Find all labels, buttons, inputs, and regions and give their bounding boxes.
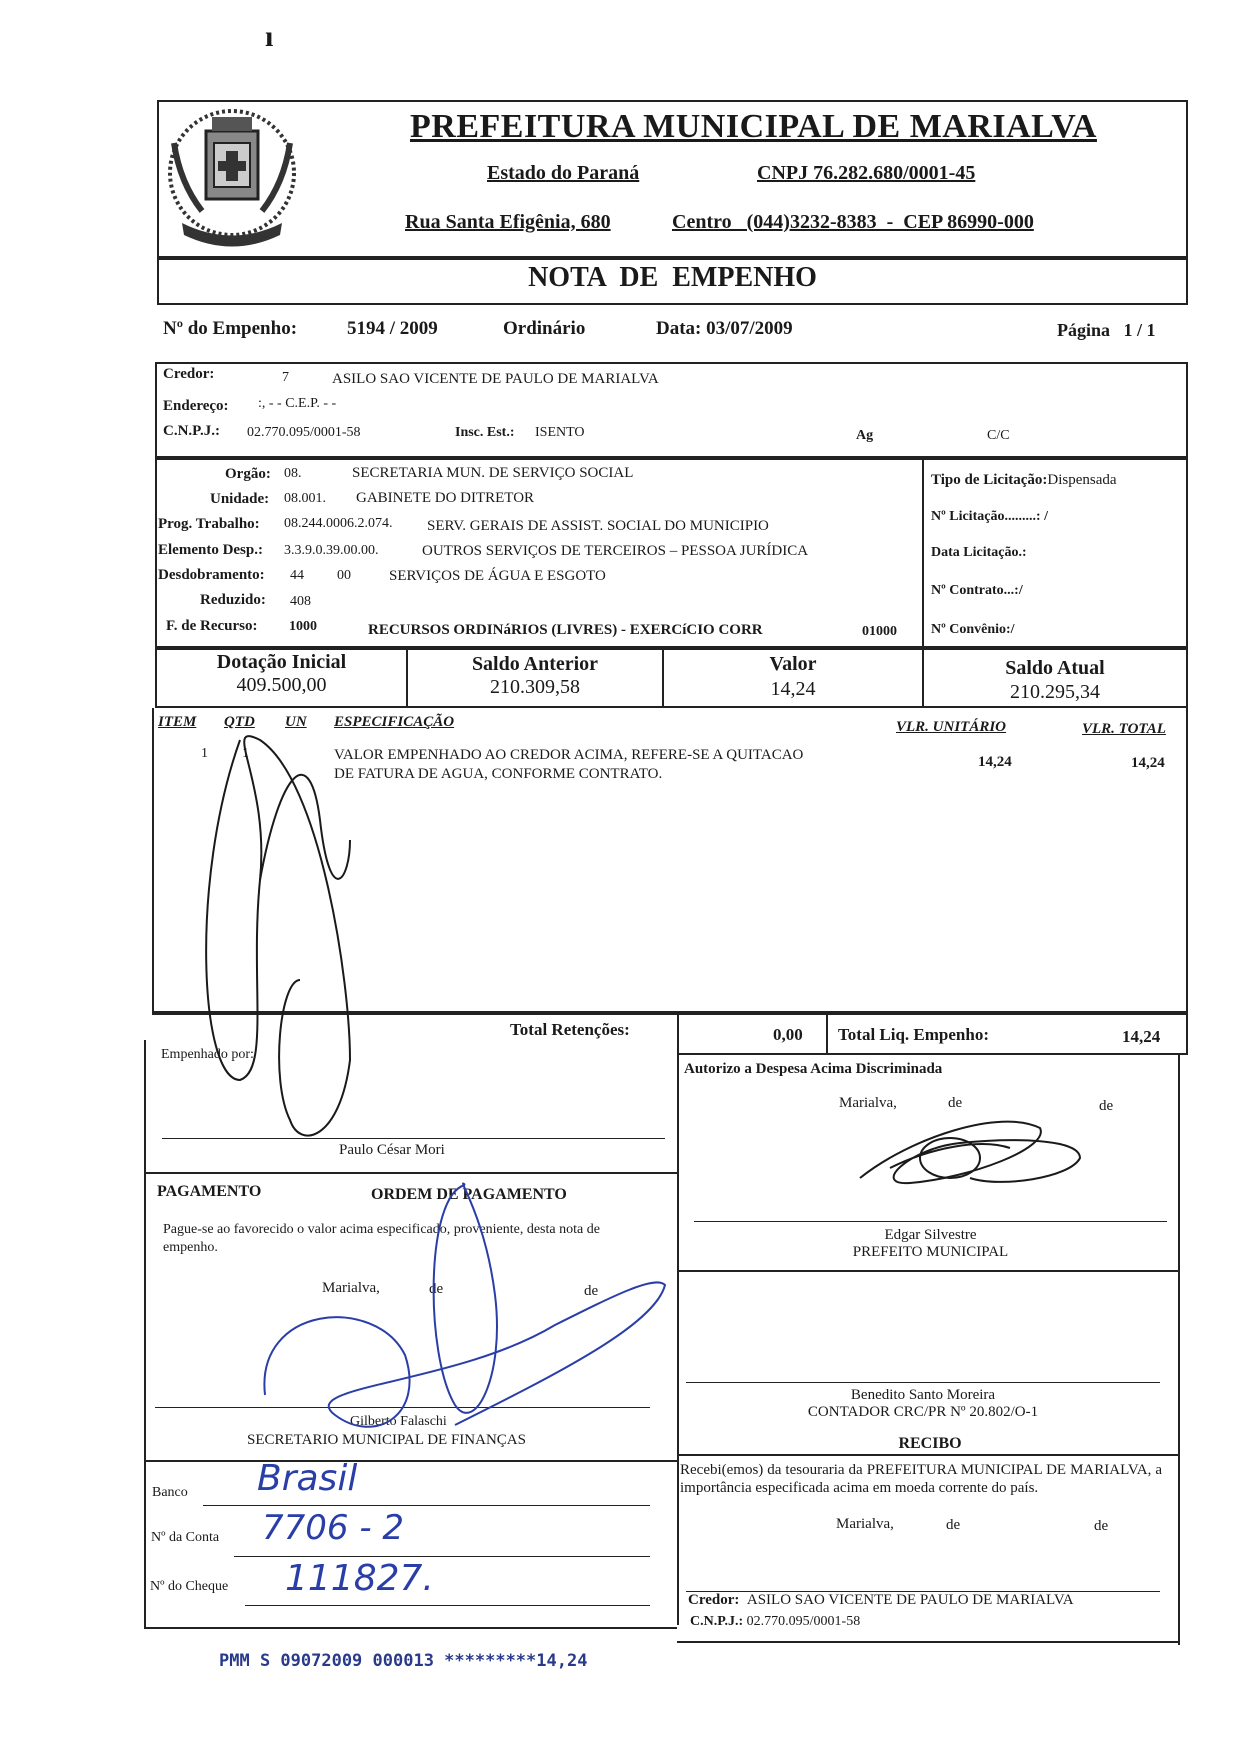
total-liq-label: Total Liq. Empenho: — [838, 1025, 989, 1044]
signature-secretario-icon — [255, 1175, 675, 1445]
recibo-de2: de — [1094, 1518, 1109, 1534]
autorizo-label: Autorizo a Despesa Acima Discriminada — [684, 1061, 943, 1077]
secretario-name: Gilberto Falaschi — [350, 1414, 447, 1429]
recibo-cnpj-label: C.N.P.J.: — [690, 1614, 744, 1629]
divider — [144, 1627, 677, 1629]
itens-header-espec: ESPECIFICAÇÃO — [334, 714, 455, 730]
cnpj-label: C.N.P.J.: — [163, 423, 220, 439]
orgao-label: Orgão: — [225, 466, 271, 482]
ordem-pagamento-label: ORDEM DE PAGAMENTO — [371, 1186, 567, 1203]
desd-a: 44 — [290, 568, 304, 583]
saldo-atual-value: 210.295,34 — [1010, 681, 1100, 703]
recibo-text: Recebi(emos) da tesouraria da PREFEITURA MUNICIPAL DE MARIALVA, a importância especificada acima em moeda corrente do país. — [680, 1462, 1162, 1496]
banco-handwriting: Brasil — [257, 1458, 358, 1499]
pagamento-label: PAGAMENTO — [157, 1183, 262, 1200]
prefeito-role: PREFEITO MUNICIPAL — [852, 1244, 1009, 1260]
itens-header-qtd: QTD — [224, 714, 255, 730]
divider — [1178, 1055, 1180, 1645]
secretario-role: SECRETARIO MUNICIPAL DE FINANÇAS — [247, 1432, 526, 1448]
prefeito-name: Edgar Silvestre — [884, 1227, 977, 1243]
signature-empenhado-icon — [200, 680, 380, 1160]
licitacao-data: Data Licitação.: — [931, 545, 1027, 560]
cheque-handwriting: 111827. — [285, 1558, 434, 1599]
conta-label: Nº da Conta — [151, 1530, 220, 1545]
valor-value: 14,24 — [770, 678, 816, 700]
empenhado-label: Empenhado por: — [161, 1047, 254, 1062]
credor-label: Credor: — [163, 366, 215, 382]
header-title: PREFEITURA MUNICIPAL DE MARIALVA — [410, 108, 1097, 145]
item-row-item: 1 — [201, 746, 208, 761]
item-row-unit: 14,24 — [978, 754, 1012, 770]
empenho-date: Data: 03/07/2009 — [656, 318, 793, 339]
licitacao-tipo-label: Tipo de Licitação: — [931, 472, 1048, 488]
total-liq-value: 14,24 — [1122, 1027, 1161, 1046]
itens-header-un: UN — [285, 714, 307, 730]
signature-prefeito-icon — [850, 1108, 1090, 1198]
empenho-num-label: Nº do Empenho: — [163, 318, 298, 339]
dotacao-value: 409.500,00 — [236, 674, 327, 696]
divider — [677, 1454, 1178, 1456]
cc-label: C/C — [987, 428, 1010, 443]
divider — [144, 1172, 677, 1174]
divider — [144, 1460, 677, 1462]
banco-line — [203, 1505, 650, 1506]
autorizo-marialva: Marialva, — [839, 1095, 897, 1111]
credor-name: ASILO SAO VICENTE DE PAULO DE MARIALVA — [332, 371, 659, 387]
header-state: Estado do Paraná — [487, 162, 640, 184]
empenho-page: Página 1 / 1 — [1057, 320, 1156, 340]
itens-header-total: VLR. TOTAL — [1082, 721, 1166, 737]
recibo-de1: de — [946, 1517, 961, 1533]
item-row-desc2: DE FATURA DE AGUA, CONFORME CONTRATO. — [334, 766, 663, 782]
recibo-marialva: Marialva, — [836, 1516, 894, 1532]
doc-title: NOTA DE EMPENHO — [528, 262, 817, 293]
autorizo-de2: de — [1099, 1098, 1114, 1114]
recurso-fonte: 01000 — [862, 624, 897, 639]
desd-b: 00 — [337, 568, 351, 583]
pagamento-de1: de — [429, 1281, 444, 1297]
unidade-code: 08.001. — [284, 491, 326, 506]
licitacao-tipo-value: Dispensada — [1047, 472, 1117, 488]
licitacao-tipo — [931, 472, 1117, 489]
conta-line — [234, 1556, 650, 1557]
autorizo-de1: de — [948, 1095, 963, 1111]
cheque-label: Nº do Cheque — [150, 1579, 229, 1594]
endereco-value: :, - - C.E.P. - - — [258, 396, 337, 411]
reduzido-value: 408 — [290, 594, 311, 609]
pagamento-text: Pague-se ao favorecido o valor acima especificado, proveniente, desta nota de empenho. — [163, 1222, 600, 1255]
dotacao-label: Dotação Inicial — [216, 651, 347, 673]
pagamento-marialva: Marialva, — [322, 1280, 380, 1296]
orgao-code: 08. — [284, 466, 302, 481]
municipal-seal-icon — [162, 103, 302, 253]
header-address: Centro (044)3232-8383 - CEP 86990-000 — [672, 211, 1034, 233]
elem-code: 3.3.9.0.39.00.00. — [284, 543, 379, 558]
divider — [826, 1013, 828, 1055]
itens-header-unit: VLR. UNITÁRIO — [896, 719, 1007, 735]
item-row-total: 14,24 — [1131, 755, 1165, 771]
elem-label: Elemento Desp.: — [158, 542, 263, 558]
orgao-desc: SECRETARIA MUN. DE SERVIÇO SOCIAL — [352, 465, 634, 481]
scan-speckle: ı — [265, 20, 274, 53]
saldo-anterior-value: 210.309,58 — [490, 676, 580, 698]
reduzido-label: Reduzido: — [200, 592, 266, 608]
recibo-label: RECIBO — [898, 1435, 962, 1452]
empenho-type: Ordinário — [503, 318, 586, 339]
item-row-qtd: 1 — [242, 746, 249, 761]
unidade-label: Unidade: — [210, 491, 270, 507]
signature-line — [686, 1382, 1160, 1383]
saldo-atual-label: Saldo Atual — [1005, 657, 1105, 679]
payment-stamp: PMM S 09072009 000013 *********14,24 — [219, 1651, 588, 1671]
header-street: Rua Santa Efigênia, 680 — [405, 211, 611, 233]
prog-label: Prog. Trabalho: — [158, 516, 260, 532]
recibo-credor-value: ASILO SAO VICENTE DE PAULO DE MARIALVA — [746, 1592, 1074, 1608]
saldo-anterior-label: Saldo Anterior — [471, 653, 599, 675]
prog-desc: SERV. GERAIS DE ASSIST. SOCIAL DO MUNICIPIO — [427, 518, 769, 534]
recibo-cnpj-value: 02.770.095/0001-58 — [746, 1614, 861, 1629]
divider — [677, 1641, 1178, 1643]
total-retencoes-value: 0,00 — [773, 1025, 803, 1044]
endereco-label: Endereço: — [163, 398, 229, 414]
total-retencoes-label: Total Retenções: — [510, 1020, 630, 1039]
unidade-desc: GABINETE DO DITRETOR — [356, 490, 535, 506]
licitacao-contrato: Nº Contrato...:/ — [931, 583, 1023, 598]
insc-label: Insc. Est.: — [455, 425, 515, 440]
divider — [677, 1040, 679, 1625]
recibo-cnpj — [690, 1614, 860, 1630]
empenho-num: 5194 / 2009 — [347, 318, 438, 339]
pagamento-de2: de — [584, 1283, 599, 1299]
cheque-line — [245, 1605, 650, 1606]
cnpj-value: 02.770.095/0001-58 — [247, 425, 361, 440]
empenhado-name: Paulo César Mori — [339, 1142, 445, 1158]
prog-code: 08.244.0006.2.074. — [284, 516, 393, 531]
divider — [922, 458, 924, 648]
contador-name: Benedito Santo Moreira — [850, 1387, 996, 1403]
credor-code: 7 — [282, 370, 289, 385]
recurso-code: 1000 — [289, 619, 317, 634]
insc-value: ISENTO — [535, 425, 585, 440]
divider — [144, 1040, 146, 1628]
contador-role: CONTADOR CRC/PR Nº 20.802/O-1 — [807, 1404, 1039, 1420]
elem-desc: OUTROS SERVIÇOS DE TERCEIROS – PESSOA JURÍDICA — [422, 543, 809, 559]
divider — [677, 1270, 1178, 1272]
recibo-credor-label: Credor: — [688, 1592, 740, 1608]
desd-label: Desdobramento: — [158, 567, 265, 583]
ag-label: Ag — [856, 428, 874, 443]
banco-label: Banco — [152, 1485, 188, 1500]
signature-line — [694, 1221, 1167, 1222]
header-cnpj: CNPJ 76.282.680/0001-45 — [757, 162, 976, 184]
licitacao-num: Nº Licitação.........: / — [931, 509, 1048, 524]
licitacao-convenio: Nº Convênio:/ — [931, 622, 1015, 637]
valor-label: Valor — [769, 653, 817, 675]
recurso-desc: RECURSOS ORDINáRIOS (LIVRES) - EXERCíCIO CORR — [368, 622, 763, 638]
itens-header-item: ITEM — [158, 714, 197, 730]
item-row-desc1: VALOR EMPENHADO AO CREDOR ACIMA, REFERE-SE A QUITACAO — [334, 747, 804, 763]
conta-handwriting: 7706 - 2 — [262, 1508, 405, 1548]
recurso-label: F. de Recurso: — [166, 618, 258, 634]
recibo-credor — [688, 1592, 1074, 1609]
desd-desc: SERVIÇOS DE ÁGUA E ESGOTO — [389, 568, 606, 584]
